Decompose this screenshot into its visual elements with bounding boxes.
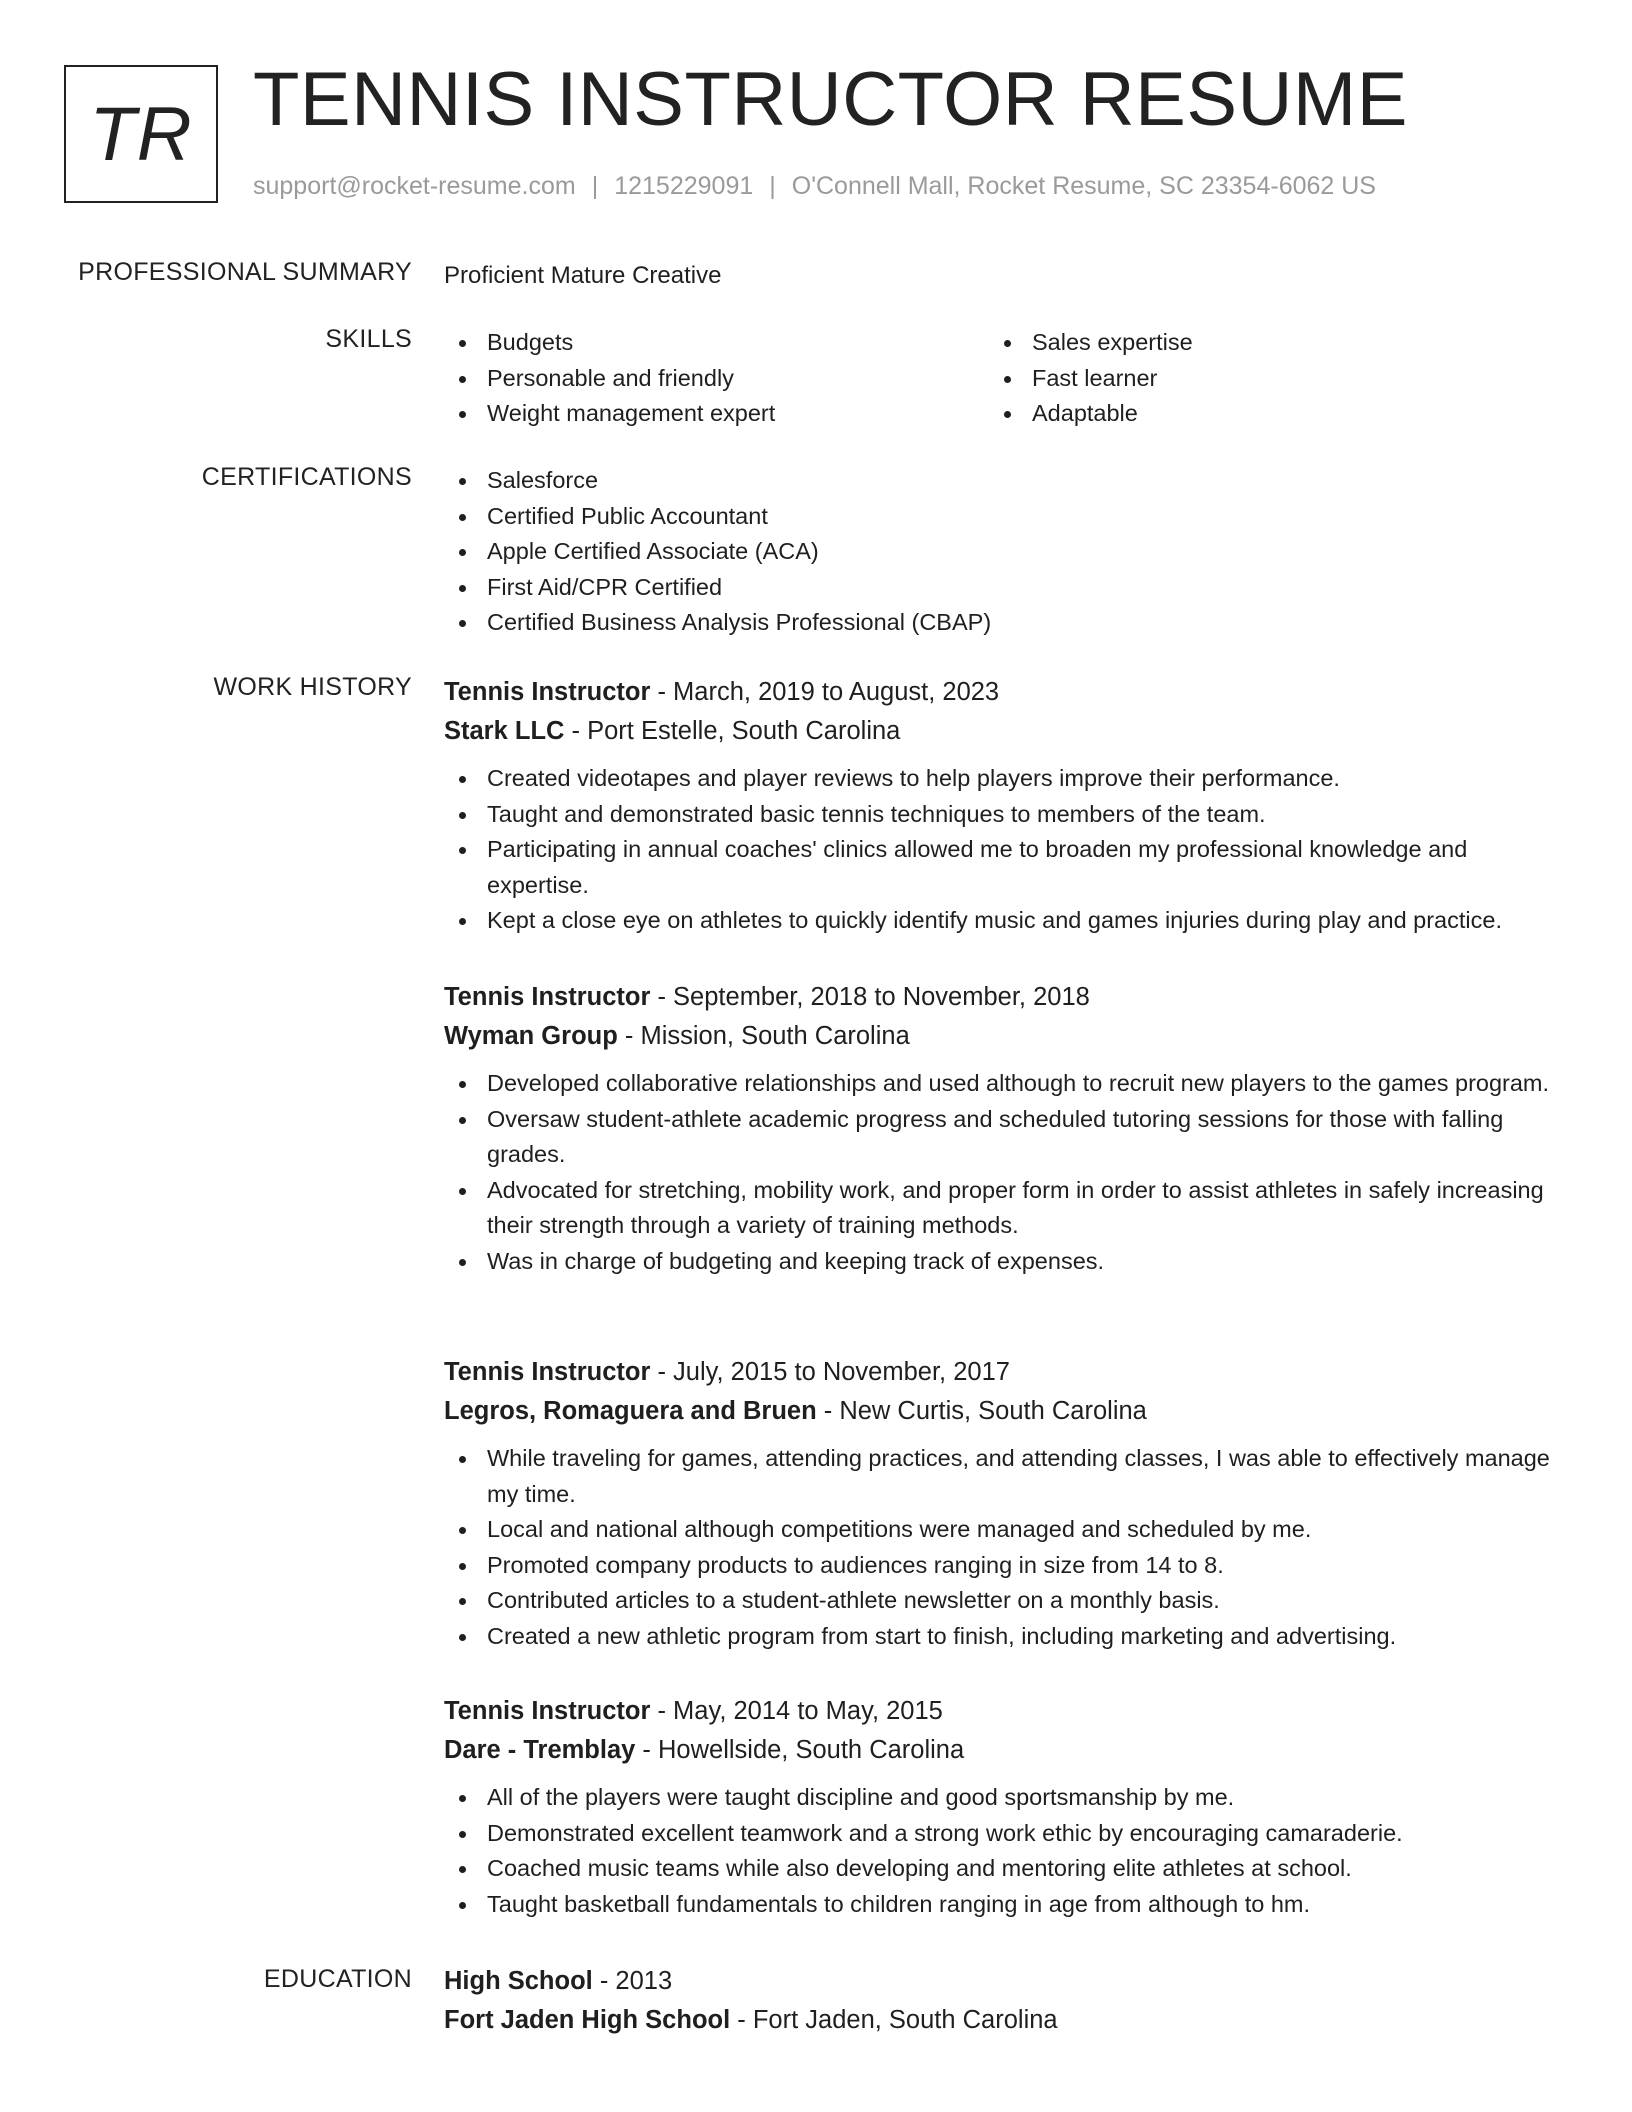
skill-item: Adaptable	[989, 396, 1534, 432]
job-location: - Port Estelle, South Carolina	[564, 717, 901, 745]
job-title-line	[444, 1353, 1564, 1392]
job-title-line	[444, 978, 1564, 1017]
job-bullet: Taught basketball fundamentals to children ranging in age from although to hm.	[444, 1887, 1564, 1923]
section-label-summary: PROFESSIONAL SUMMARY	[78, 258, 412, 286]
job-bullet-list	[444, 1441, 1564, 1654]
job-bullet: Taught and demonstrated basic tennis techniques to members of the team.	[444, 797, 1564, 833]
certification-item: Salesforce	[444, 463, 1564, 499]
job-bullet-list	[444, 1066, 1564, 1279]
job-dates: - May, 2014 to May, 2015	[650, 1697, 943, 1725]
education-location: - Fort Jaden, South Carolina	[730, 2006, 1058, 2034]
job-bullet: Developed collaborative relationships and used although to recruit new players to the games program.	[444, 1066, 1564, 1102]
section-label-education: EDUCATION	[263, 1965, 412, 1993]
skills-list-left	[444, 325, 989, 432]
section-label-work-history: WORK HISTORY	[213, 673, 412, 701]
job-dates: - July, 2015 to November, 2017	[650, 1358, 1010, 1386]
job-bullet: Created a new athletic program from start to finish, including marketing and advertising.	[444, 1619, 1564, 1655]
job-content	[444, 978, 1564, 1279]
job-company: Wyman Group	[444, 1022, 618, 1050]
contact-separator: |	[769, 172, 776, 200]
job-bullet: Participating in annual coaches' clinics allowed me to broaden my professional knowledge and expertise.	[444, 832, 1564, 903]
job-title: Tennis Instructor	[444, 678, 651, 706]
contact-line	[253, 172, 1376, 201]
skill-item: Sales expertise	[989, 325, 1534, 361]
section-label-skills: SKILLS	[325, 325, 412, 353]
certification-item: Apple Certified Associate (ACA)	[444, 534, 1564, 570]
certification-item: Certified Business Analysis Professional (CBAP)	[444, 605, 1564, 641]
job-bullet: Contributed articles to a student-athlete newsletter on a monthly basis.	[444, 1583, 1564, 1619]
certification-item: First Aid/CPR Certified	[444, 570, 1564, 606]
contact-separator: |	[591, 172, 599, 200]
job-title: Tennis Instructor	[444, 1358, 651, 1386]
job-bullet: Coached music teams while also developing and mentoring elite athletes at school.	[444, 1851, 1564, 1887]
education-year: - 2013	[592, 1967, 673, 1995]
job-location: - New Curtis, South Carolina	[816, 1397, 1147, 1425]
job-company-line	[444, 1017, 1564, 1056]
job-bullet-list	[444, 761, 1564, 939]
skills-list-right	[989, 325, 1534, 432]
job-content	[444, 1692, 1564, 1922]
job-title-line	[444, 1692, 1564, 1731]
job-bullet: Kept a close eye on athletes to quickly identify music and games injuries during play and practice.	[444, 903, 1564, 939]
job-company: Stark LLC	[444, 717, 565, 745]
job-company: Legros, Romaguera and Bruen	[444, 1397, 817, 1425]
job-bullet-list	[444, 1780, 1564, 1922]
resume-title: TENNIS INSTRUCTOR RESUME	[253, 57, 1408, 142]
job-company-line	[444, 1731, 1564, 1770]
job-bullet: While traveling for games, attending practices, and attending classes, I was able to effectively manage my time.	[444, 1441, 1564, 1512]
job-bullet: Demonstrated excellent teamwork and a strong work ethic by encouraging camaraderie.	[444, 1816, 1564, 1852]
job-company: Dare - Tremblay	[444, 1736, 636, 1764]
job-location: - Mission, South Carolina	[617, 1022, 910, 1050]
education-school-line	[444, 2001, 1564, 2040]
summary-text: Proficient Mature Creative	[444, 262, 722, 289]
skill-item: Fast learner	[989, 361, 1534, 397]
job-bullet: Was in charge of budgeting and keeping track of expenses.	[444, 1244, 1564, 1280]
skill-item: Weight management expert	[444, 396, 989, 432]
job-company-line	[444, 1392, 1564, 1431]
monogram-box	[64, 65, 218, 203]
contact-phone: 1215229091	[614, 172, 754, 200]
job-content	[444, 673, 1564, 939]
education-degree: High School	[444, 1967, 593, 1995]
contact-address: O'Connell Mall, Rocket Resume, SC 23354-6062 US	[791, 172, 1376, 200]
job-dates: - March, 2019 to August, 2023	[650, 678, 1000, 706]
job-bullet: Created videotapes and player reviews to help players improve their performance.	[444, 761, 1564, 797]
job-bullet: Promoted company products to audiences ranging in size from 14 to 8.	[444, 1548, 1564, 1584]
education-degree-line	[444, 1962, 1564, 2001]
certifications-list	[444, 463, 1564, 641]
job-bullet: Local and national although competitions were managed and scheduled by me.	[444, 1512, 1564, 1548]
monogram-initials: TR	[89, 91, 193, 177]
education-school: Fort Jaden High School	[444, 2006, 731, 2034]
job-location: - Howellside, South Carolina	[635, 1736, 965, 1764]
job-title: Tennis Instructor	[444, 983, 651, 1011]
job-bullet: Advocated for stretching, mobility work, and proper form in order to assist athletes in safely increasing their strength through a variety of training methods.	[444, 1173, 1564, 1244]
skill-item: Budgets	[444, 325, 989, 361]
skills-columns	[444, 325, 1564, 432]
job-bullet: All of the players were taught discipline and good sportsmanship by me.	[444, 1780, 1564, 1816]
section-label-certifications: CERTIFICATIONS	[201, 463, 412, 491]
skill-item: Personable and friendly	[444, 361, 989, 397]
education-content	[444, 1962, 1564, 2040]
job-title-line	[444, 673, 1564, 712]
job-bullet: Oversaw student-athlete academic progress and scheduled tutoring sessions for those with falling grades.	[444, 1102, 1564, 1173]
certifications-content	[444, 463, 1564, 641]
job-company-line	[444, 712, 1564, 751]
job-dates: - September, 2018 to November, 2018	[650, 983, 1090, 1011]
certification-item: Certified Public Accountant	[444, 499, 1564, 535]
contact-email: support@rocket-resume.com	[253, 172, 576, 200]
skills-content	[444, 325, 1564, 432]
job-title: Tennis Instructor	[444, 1697, 651, 1725]
job-content	[444, 1353, 1564, 1654]
